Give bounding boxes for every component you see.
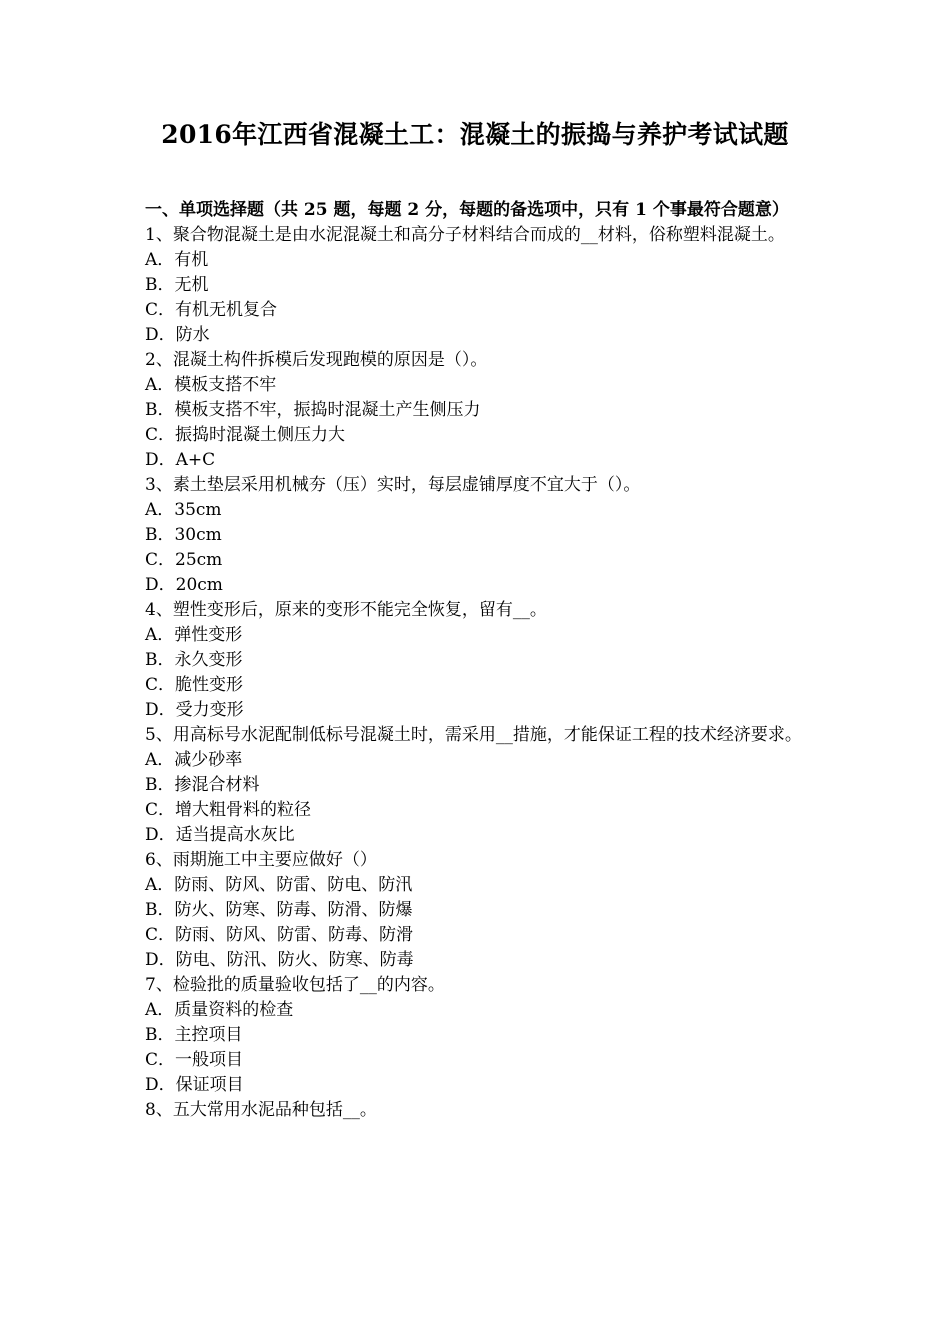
question-text: 8、五大常用水泥品种包括__。 [145,1100,377,1120]
option-a: A．质量资料的检查 [145,1000,294,1020]
question-3 [145,473,809,598]
option-b: B．30cm [145,525,222,545]
question-6 [145,848,809,973]
question-text: 5、用高标号水泥配制低标号混凝土时，需采用__措施，才能保证工程的技术经济要求。 [145,725,802,745]
option-d: D．防电、防汛、防火、防寒、防毒 [145,950,414,970]
option-c: C．脆性变形 [145,675,244,695]
question-4 [145,598,809,723]
question-2 [145,348,809,473]
question-text: 4、塑性变形后，原来的变形不能完全恢复，留有__。 [145,600,547,620]
option-a: A．防雨、防风、防雷、防电、防汛 [145,875,413,895]
option-c: C．一般项目 [145,1050,244,1070]
question-text: 7、检验批的质量验收包括了__的内容。 [145,975,445,995]
option-b: B．模板支搭不牢，振捣时混凝土产生侧压力 [145,400,481,420]
question-8 [145,1098,809,1123]
question-text: 1、聚合物混凝土是由水泥混凝土和高分子材料结合而成的__材料，俗称塑料混凝土。 [145,225,785,245]
page-title: 2016年江西省混凝土工：混凝土的振捣与养护考试试题 [161,120,789,149]
option-d: D．保证项目 [145,1075,244,1095]
option-b: B．无机 [145,275,209,295]
option-d: D．防水 [145,325,210,345]
option-a: A．35cm [145,500,222,520]
option-a: A．减少砂率 [145,750,243,770]
option-c: C．有机无机复合 [145,300,278,320]
question-1 [145,223,809,348]
option-d: D．受力变形 [145,700,244,720]
option-c: C．振捣时混凝土侧压力大 [145,425,346,445]
option-b: B．防火、防寒、防毒、防滑、防爆 [145,900,413,920]
option-d: D．20cm [145,575,223,595]
option-d: D．适当提高水灰比 [145,825,295,845]
question-7 [145,973,809,1098]
question-text: 6、雨期施工中主要应做好（） [145,850,377,870]
option-c: C．增大粗骨料的粒径 [145,800,312,820]
question-text: 3、素土垫层采用机械夯（压）实时，每层虚铺厚度不宜大于（）。 [145,475,641,495]
option-a: A．模板支搭不牢 [145,375,277,395]
option-a: A．弹性变形 [145,625,243,645]
option-b: B．永久变形 [145,650,243,670]
option-b: B．主控项目 [145,1025,243,1045]
option-a: A．有机 [145,250,209,270]
option-c: C．25cm [145,550,223,570]
exam-content [145,198,809,1123]
section-heading: 一、单项选择题（共 25 题，每题 2 分，每题的备选项中，只有 1 个事最符合题意） [145,200,789,220]
option-c: C．防雨、防风、防雷、防毒、防滑 [145,925,414,945]
option-d: D．A+C [145,450,216,470]
question-5 [145,723,809,848]
option-b: B．掺混合材料 [145,775,260,795]
question-text: 2、混凝土构件拆模后发现跑模的原因是（）。 [145,350,488,370]
